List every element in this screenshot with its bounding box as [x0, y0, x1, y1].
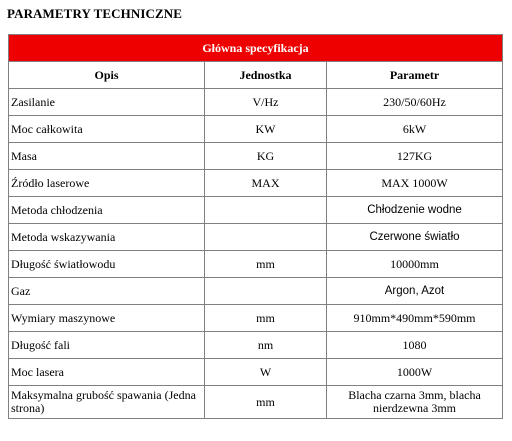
row-param: 1080 [327, 332, 503, 359]
row-unit [205, 278, 327, 305]
row-desc: Źródło laserowe [9, 170, 205, 197]
row-unit: MAX [205, 170, 327, 197]
row-param: Blacha czarna 3mm, blacha nierdzewna 3mm [327, 386, 503, 419]
row-desc: Zasilanie [9, 89, 205, 116]
row-unit: mm [205, 305, 327, 332]
row-desc: Długość światłowodu [9, 251, 205, 278]
row-desc: Masa [9, 143, 205, 170]
table-row [9, 359, 503, 386]
row-desc: Metoda chłodzenia [9, 197, 205, 224]
row-param: 10000mm [327, 251, 503, 278]
row-param: 230/50/60Hz [327, 89, 503, 116]
row-unit: V/Hz [205, 89, 327, 116]
table-row [9, 305, 503, 332]
row-desc: Moc całkowita [9, 116, 205, 143]
spec-table [8, 34, 503, 419]
row-param: Argon, Azot [327, 278, 503, 305]
row-unit: mm [205, 251, 327, 278]
column-header-jednostka: Jednostka [205, 62, 327, 89]
table-header-row [9, 35, 503, 62]
table-row [9, 116, 503, 143]
table-row [9, 332, 503, 359]
column-header-opis: Opis [9, 62, 205, 89]
row-param: Czerwone światło [327, 224, 503, 251]
row-unit [205, 197, 327, 224]
table-row [9, 170, 503, 197]
row-desc: Długość fali [9, 332, 205, 359]
table-row [9, 143, 503, 170]
table-row [9, 224, 503, 251]
row-unit: mm [205, 386, 327, 419]
row-param: 1000W [327, 359, 503, 386]
row-desc: Wymiary maszynowe [9, 305, 205, 332]
row-param: 6kW [327, 116, 503, 143]
row-unit: KW [205, 116, 327, 143]
row-unit: nm [205, 332, 327, 359]
column-header-parametr: Parametr [327, 62, 503, 89]
table-row [9, 197, 503, 224]
row-param: 910mm*490mm*590mm [327, 305, 503, 332]
row-unit: KG [205, 143, 327, 170]
column-header-row [9, 62, 503, 89]
table-row [9, 89, 503, 116]
row-unit: W [205, 359, 327, 386]
table-row [9, 251, 503, 278]
row-desc: Moc lasera [9, 359, 205, 386]
table-row [9, 386, 503, 419]
row-unit [205, 224, 327, 251]
row-param: MAX 1000W [327, 170, 503, 197]
row-param: Chłodzenie wodne [327, 197, 503, 224]
table-row [9, 278, 503, 305]
row-desc: Gaz [9, 278, 205, 305]
table-header: Główna specyfikacja [9, 35, 503, 62]
row-desc: Maksymalna grubość spawania (Jedna strona) [9, 386, 205, 419]
row-param: 127KG [327, 143, 503, 170]
row-desc: Metoda wskazywania [9, 224, 205, 251]
page-title: PARAMETRY TECHNICZNE [7, 6, 183, 21]
